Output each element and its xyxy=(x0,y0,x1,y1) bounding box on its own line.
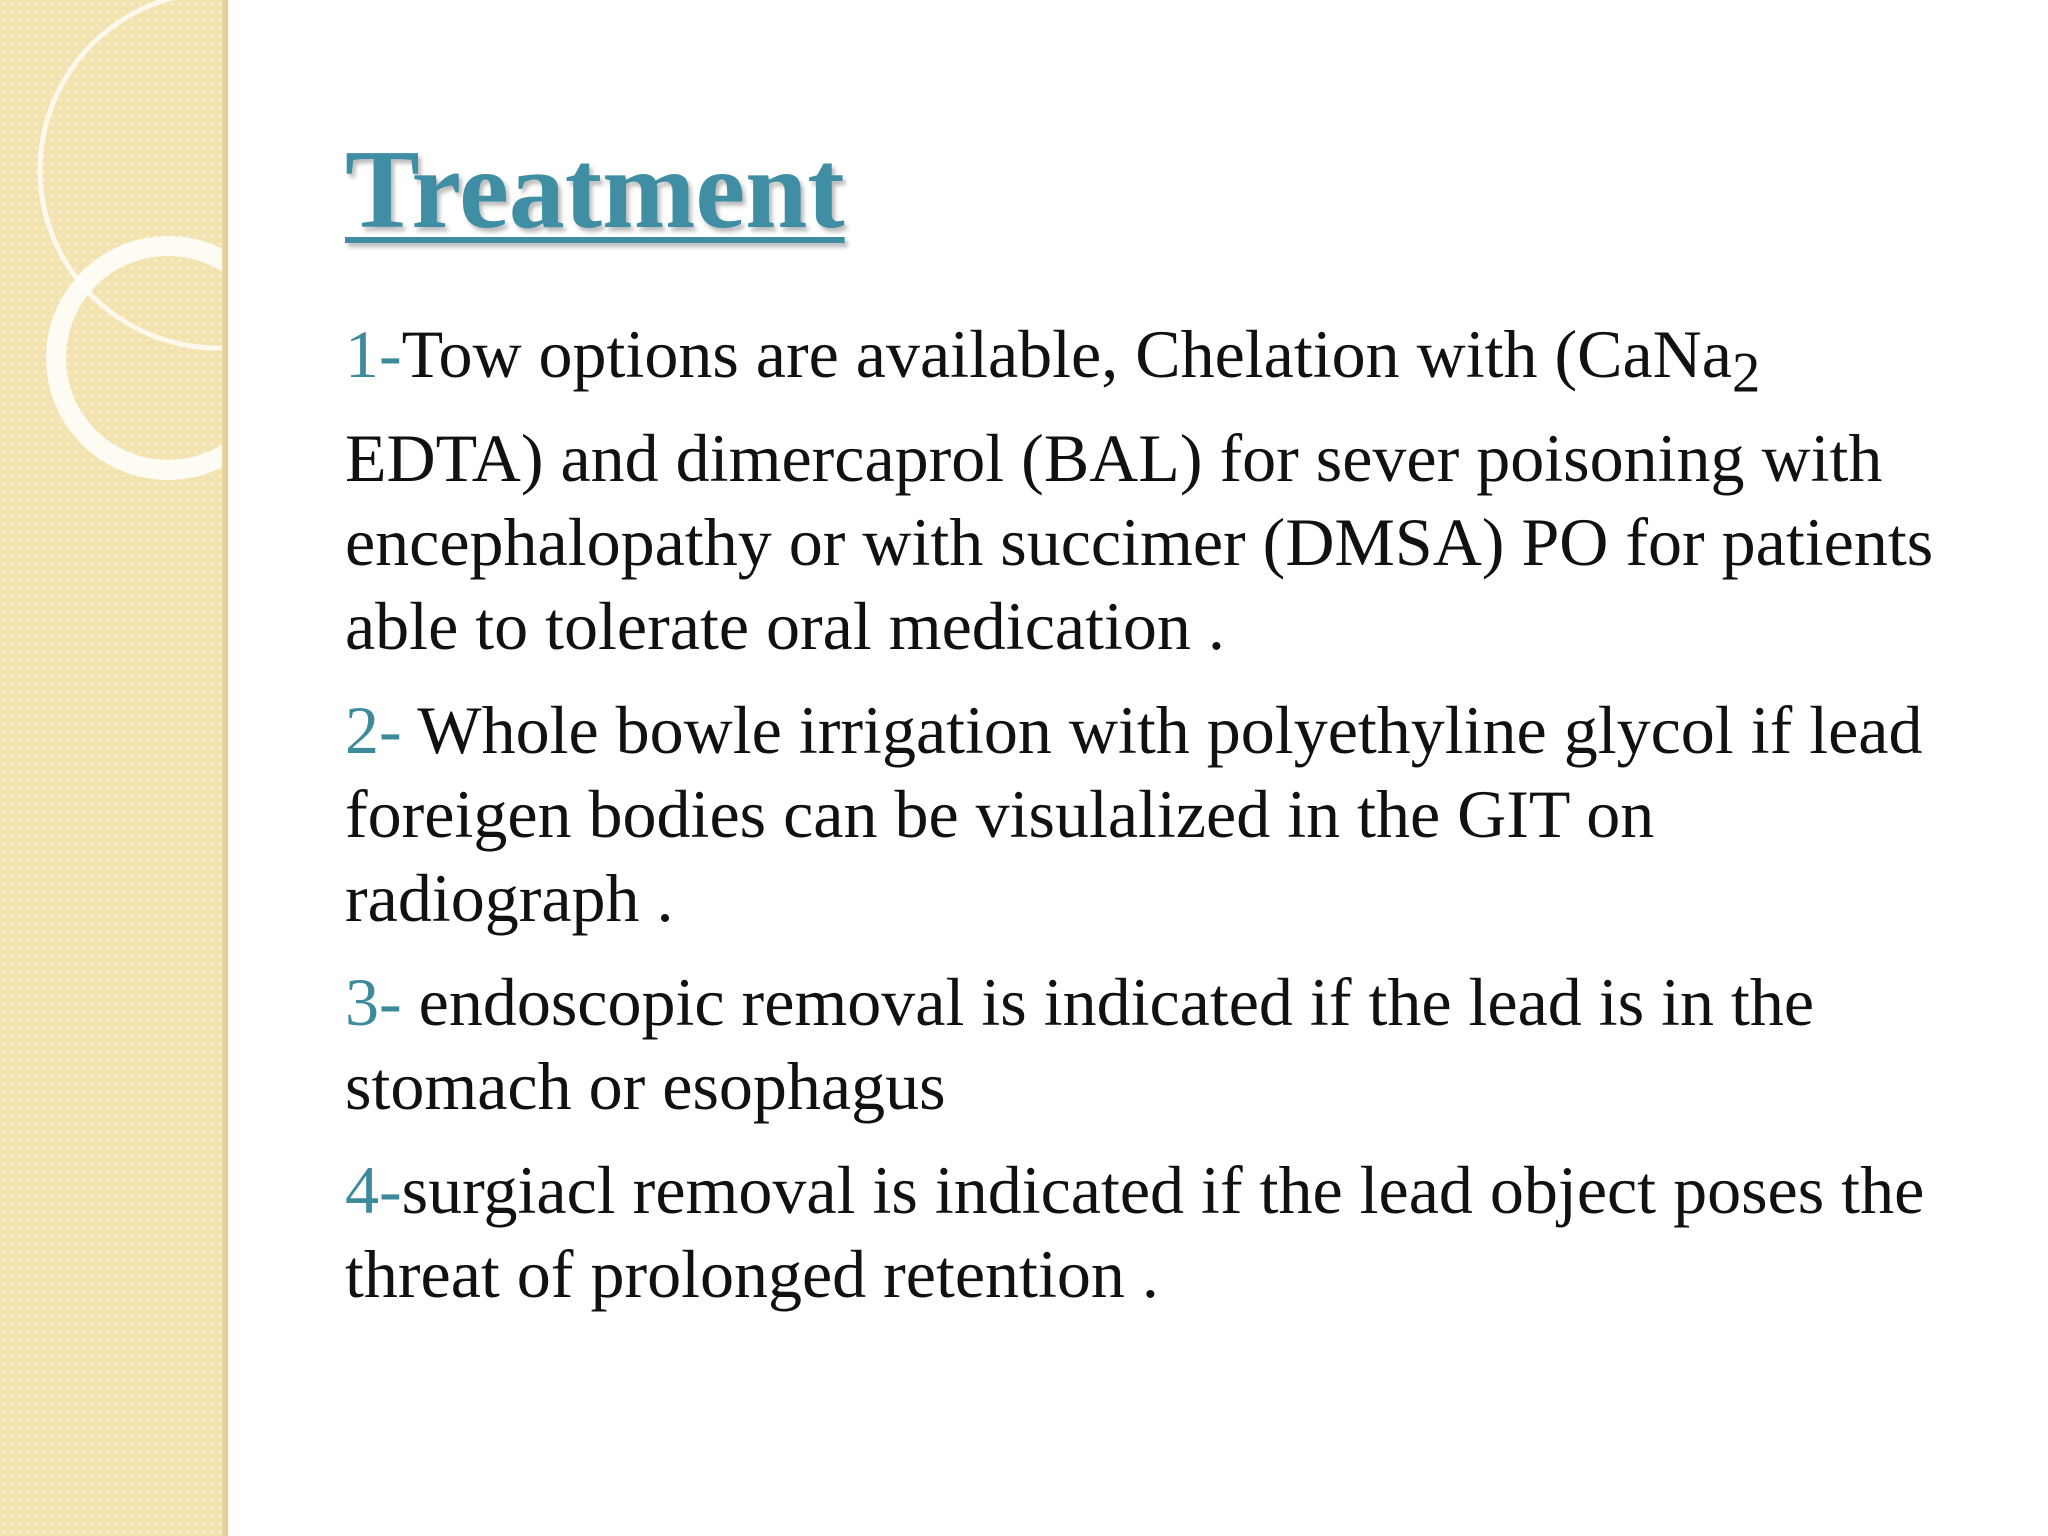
slide-title: Treatment xyxy=(345,128,845,252)
item-number: 4- xyxy=(345,1151,402,1228)
item-text: Tow options are available, Chelation with (CaNa xyxy=(401,316,1732,392)
decorative-side-panel xyxy=(0,0,228,1536)
treatment-list xyxy=(345,312,1965,1316)
slide-content xyxy=(345,120,1965,1336)
side-panel-edge xyxy=(222,0,228,1536)
item-text: Whole bowle irrigation with polyethyline glycol if lead foreigen bodies can be visulalized in the GIT on radiograph . xyxy=(345,691,1923,936)
list-item xyxy=(345,960,1965,1128)
small-ring xyxy=(56,246,228,470)
list-item xyxy=(345,312,1965,668)
item-number: 3- xyxy=(345,963,402,1040)
item-number: 1- xyxy=(345,316,402,392)
list-item xyxy=(345,1148,1965,1316)
item-number: 2- xyxy=(345,691,402,768)
subscript-text: 2 xyxy=(1731,342,1761,405)
item-text: endoscopic removal is indicated if the lead is in the stomach or esophagus xyxy=(345,963,1815,1124)
item-text: EDTA) and dimercaprol (BAL) for sever poisoning with encephalopathy or with succimer (DMSA) PO for patients able to tolerate oral medication . xyxy=(345,419,1934,664)
list-item xyxy=(345,688,1965,940)
decorative-rings xyxy=(0,0,228,500)
item-text: surgiacl removal is indicated if the lead object poses the threat of prolonged retention . xyxy=(345,1151,1925,1312)
